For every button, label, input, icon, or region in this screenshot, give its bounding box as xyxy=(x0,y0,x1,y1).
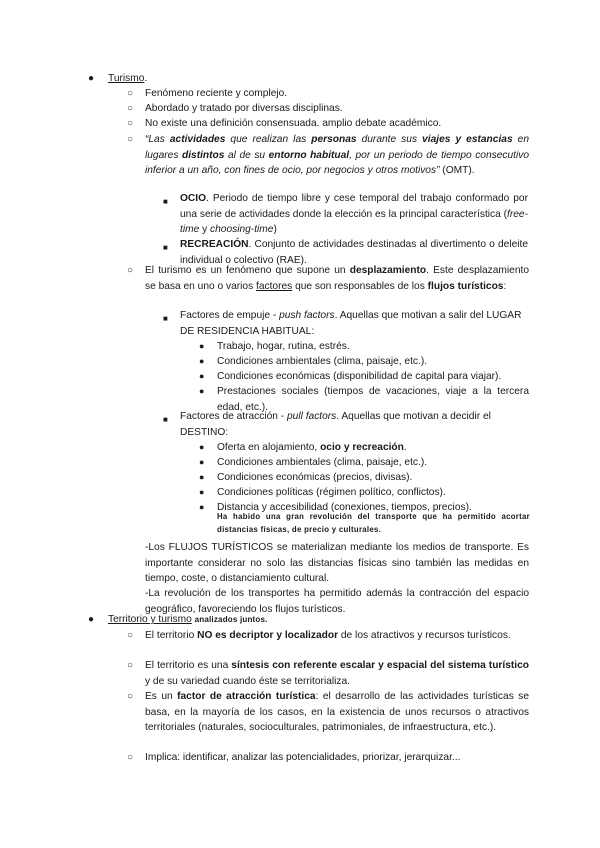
bullet-l2: ○ xyxy=(127,265,134,276)
list-item: Trabajo, hogar, rutina, estrés. xyxy=(217,341,350,352)
bullet-l4: ● xyxy=(199,386,205,396)
list-item: Condiciones políticas (régimen político, conflictos). xyxy=(217,487,446,498)
recreacion-definition: RECREACIÓN. Conjunto de actividades destinadas al divertimento o deleite individual o colectivo (RAE). xyxy=(180,239,528,266)
bullet-l2: ○ xyxy=(127,103,134,114)
list-item: Condiciones ambientales (clima, paisaje, etc.). xyxy=(217,356,428,367)
bullet-l4: ● xyxy=(199,371,205,381)
bullet-l2: ○ xyxy=(127,118,134,129)
list-item: Fenómeno reciente y complejo. xyxy=(145,88,288,99)
heading-turismo: Turismo xyxy=(108,73,145,84)
transport-note: Ha habido una gran revolución del transporte que ha permitido acortar distancias físicas, de precio y culturales. xyxy=(217,512,530,534)
list-item: Condiciones económicas (disponibilidad de capital para viajar). xyxy=(217,371,502,382)
bullet-l2: ○ xyxy=(127,134,134,145)
bullet-l3: ■ xyxy=(163,415,168,424)
push-factors: Factores de empuje - push factors. Aquellas que motivan a salir del LUGAR DE RESIDENCIA HABITUAL: xyxy=(180,310,522,337)
bullet-l4: ● xyxy=(199,341,205,351)
bullet-l4: ● xyxy=(199,487,205,497)
bullet-l4: ● xyxy=(199,457,205,467)
bullet-l4: ● xyxy=(199,472,205,482)
bullet-l3: ■ xyxy=(163,197,168,206)
bullet-l2: ○ xyxy=(127,691,134,702)
flujos-paragraph-2: -La revolución de los transportes ha permitido además la contracción del espacio geográfico, favoreciendo los flujos turísticos. xyxy=(145,588,529,615)
list-item: Es un factor de atracción turística: el desarrollo de las actividades turísticas se basa, en la mayoría de los casos, en la existencia de unos recursos o atractivos territoriales (naturales, socioculturales, patrimoniales, de infraestructura, etc.). xyxy=(145,691,529,734)
heading-territorio: Territorio y turismo xyxy=(108,614,192,625)
list-item: Condiciones económicas (precios, divisas). xyxy=(217,472,413,483)
bullet-l2: ○ xyxy=(127,752,134,763)
bullet-l1: ● xyxy=(88,614,95,625)
section-heading-territorio xyxy=(108,612,528,628)
bullet-l4: ● xyxy=(199,442,205,452)
list-item: No existe una definición consensuada. amplio debate académico. xyxy=(145,118,442,129)
list-item: Oferta en alojamiento, ocio y recreación. xyxy=(217,442,407,453)
bullet-l3: ■ xyxy=(163,243,168,252)
omt-definition: “Las actividades que realizan las personas durante sus viajes y estancias en lugares distintos al de su entorno habitual, por un periodo de tiempo consecutivo inferior a un año, con fines de ocio, por negocios y otros motivos” (OMT). xyxy=(145,134,530,177)
bullet-l2: ○ xyxy=(127,88,134,99)
pull-factors: Factores de atracción - pull factors. Aquellas que motivan a decidir el DESTINO: xyxy=(180,411,491,438)
heading-note: analizados juntos. xyxy=(194,615,268,624)
bullet-l2: ○ xyxy=(127,660,134,671)
list-item: El territorio NO es decriptor y localizador de los atractivos y recursos turísticos. xyxy=(145,630,511,641)
list-item: Implica: identificar, analizar las potencialidades, priorizar, jerarquizar... xyxy=(145,752,461,763)
list-item: Prestaciones sociales (tiempos de vacaciones, viaje a la tercera edad, etc.). xyxy=(217,386,529,413)
list-item: Condiciones ambientales (clima, paisaje, etc.). xyxy=(217,457,428,468)
list-item: Abordado y tratado por diversas disciplinas. xyxy=(145,103,343,114)
flujos-paragraph-1: -Los FLUJOS TURÍSTICOS se materializan mediante los medios de transporte. Es importante considerar no solo las distancias físicas sino también las medidas en tiempo, coste, o distanciamiento cultural. xyxy=(145,542,529,585)
bullet-l1: ● xyxy=(88,73,95,84)
list-item: El territorio es una síntesis con referente escalar y espacial del sistema turístico y de su variedad cuando éste se territorializa. xyxy=(145,660,529,687)
desplazamiento-text: El turismo es un fenómeno que supone un desplazamiento. Este desplazamiento se basa en uno o varios factores que son responsables de los flujos turísticos: xyxy=(145,265,530,292)
bullet-l4: ● xyxy=(199,356,205,366)
bullet-l3: ■ xyxy=(163,314,168,323)
bullet-l2: ○ xyxy=(127,630,134,641)
bullet-l4: ● xyxy=(199,502,205,512)
ocio-definition: OCIO. Periodo de tiempo libre y cese temporal del trabajo conformado por una serie de actividades donde la elección es la principal característica (free-time y choosing-time) xyxy=(180,193,528,236)
list-item: Distancia y accesibilidad (conexiones, tiempos, precios). xyxy=(217,502,472,513)
section-heading-turismo: Turismo. xyxy=(108,73,148,84)
